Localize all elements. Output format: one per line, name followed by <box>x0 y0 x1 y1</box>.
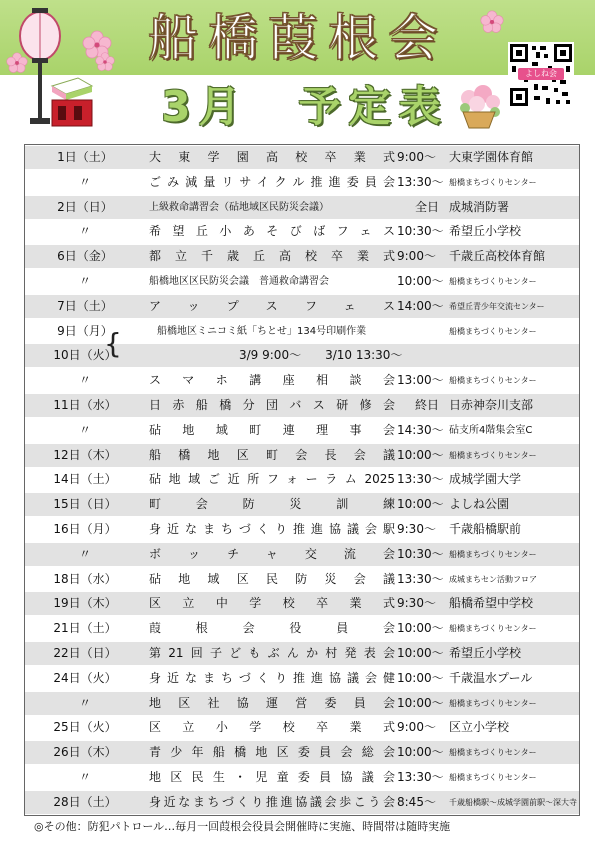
row-event: 砧地域町連理事会 <box>149 422 395 437</box>
row-date: 〃 <box>78 695 91 710</box>
row-event: 上級救命講習会（砧地域区民防災会議） <box>149 201 329 213</box>
flower-basket-icon <box>455 82 503 130</box>
row-event: 身近なまちづくり推進協議会健 <box>149 670 395 685</box>
row-place: 成城学園大学 <box>449 472 522 487</box>
header <box>0 0 595 140</box>
row-date: 2日（日） <box>57 199 113 214</box>
row-place: 船橋まちづくりセンター <box>449 773 537 782</box>
row-date: 12日（木） <box>53 447 117 462</box>
row-event: 希望丘小あそびばフェス <box>149 224 395 239</box>
row-time: 10:00～ <box>397 695 444 710</box>
row-time: 13:30～ <box>397 472 444 487</box>
row-date: 9日（月） <box>57 323 113 338</box>
row-time: 14:30～ <box>397 422 444 437</box>
row-time: 10:00～ <box>397 447 444 462</box>
row-time: 全日 <box>415 199 440 214</box>
table-row <box>25 493 579 516</box>
row-time: 9:00～ <box>397 720 436 735</box>
row-time: 10:30～ <box>397 224 444 239</box>
row-place: 船橋希望中学校 <box>449 596 534 611</box>
row-date: 〃 <box>78 224 91 239</box>
row-time: 9:00～ <box>397 249 436 264</box>
row-event: 3/9 9:00～ 3/10 13:30～ <box>239 348 403 363</box>
row-place: 大東学園体育館 <box>449 150 534 164</box>
table-row <box>25 369 579 392</box>
row-place: 希望丘小学校 <box>449 224 522 239</box>
row-date: 6日（金） <box>57 249 113 264</box>
row-date: 19日（木） <box>53 596 117 611</box>
row-place: 成城消防署 <box>449 199 510 214</box>
row-date: 〃 <box>78 174 91 189</box>
row-time: 10:00～ <box>397 670 444 685</box>
table-row <box>25 220 579 243</box>
row-event: 青少年船橋地区委員会総会 <box>149 745 395 760</box>
row-place: 希望丘小学校 <box>449 646 522 660</box>
row-event: 町会防災訓練 <box>149 497 395 512</box>
row-date: 16日（月） <box>53 522 117 536</box>
row-event: 身近なまちづくり推進協議会歩こう会 <box>149 794 395 809</box>
row-place: 区立小学校 <box>449 720 510 735</box>
table-row <box>25 394 579 417</box>
row-event: 区立小学校卒業式 <box>149 720 395 735</box>
table-row <box>25 667 579 690</box>
row-event: 区立中学校卒業式 <box>149 596 395 611</box>
row-event: 船橋地区町会長会議 <box>149 447 395 462</box>
row-time: 10:00～ <box>397 745 444 760</box>
row-time: 13:00～ <box>397 373 444 388</box>
row-place: 船橋まちづくりセンター <box>449 326 537 336</box>
row-place: 船橋まちづくりセンター <box>449 177 537 187</box>
row-time: 9:30～ <box>397 596 436 611</box>
brace-icon: { <box>104 327 122 360</box>
row-event: ごみ減量リサイクル推進委員会 <box>149 174 395 189</box>
row-place: 船橋まちづくりセンター <box>449 376 537 386</box>
row-place: 船橋まちづくりセンター <box>449 698 537 708</box>
row-time: 10:00～ <box>397 621 444 636</box>
row-time: 8:45～ <box>397 794 436 809</box>
row-place: 船橋まちづくりセンター <box>449 450 537 460</box>
row-place: 船橋まちづくりセンター <box>449 277 537 286</box>
row-date: 10日（火） <box>53 348 117 363</box>
page-subtitle: 3月 予定表 <box>161 82 449 131</box>
row-event: 船橋地区区民防災会議 普通救命講習会 <box>149 276 329 287</box>
hina-lantern-icon <box>10 8 95 133</box>
row-date: 14日（土） <box>53 472 117 487</box>
row-time: 10:00～ <box>397 497 444 512</box>
row-time: 9:00～ <box>397 150 436 164</box>
row-place: 希望丘青少年交流センター <box>449 301 545 311</box>
row-event: アップスフェス <box>149 298 395 313</box>
schedule-table <box>24 144 580 816</box>
row-place: 成城まちセン活動フロア <box>449 574 537 584</box>
row-date: 18日（水） <box>53 571 117 586</box>
row-date: 15日（日） <box>53 497 117 512</box>
row-time: 10:00～ <box>397 274 444 288</box>
table-row <box>25 568 579 591</box>
row-event: 第21回子どもぶんか村発表会 <box>149 646 395 660</box>
row-time: 13:30～ <box>397 770 444 784</box>
row-place: 千歳丘高校体育館 <box>449 249 546 264</box>
table-row <box>25 741 579 764</box>
row-date: 28日（土） <box>53 794 117 809</box>
row-date: 26日（木） <box>53 745 117 760</box>
row-place: 千歳温水プール <box>449 670 533 685</box>
row-place: 砧支所4階集会室C <box>449 424 533 436</box>
row-place: 船橋まちづくりセンター <box>449 624 537 634</box>
row-time: 14:00～ <box>397 298 444 313</box>
qr-label: よしね会 <box>518 68 564 80</box>
row-place: 船橋まちづくりセンター <box>449 549 537 559</box>
row-place: 千歳船橋駅～成城学園前駅～深大寺 <box>449 797 577 807</box>
row-event: 大東学園高校卒業式 <box>149 150 395 164</box>
row-date: 〃 <box>78 274 91 288</box>
table-row <box>25 642 579 665</box>
table-row <box>25 146 579 169</box>
row-time: 13:30～ <box>397 571 444 586</box>
row-place: 千歳船橋駅前 <box>449 522 522 536</box>
page-title: 船橋葭根会 <box>148 9 448 67</box>
table-row <box>25 791 579 814</box>
table-row <box>25 692 579 715</box>
table-row <box>25 543 579 566</box>
row-event: 地区社協運営委員会 <box>149 695 395 710</box>
row-event: 日赤船橋分団バス研修会 <box>149 398 395 412</box>
row-event: ボッチャ交流会 <box>149 546 395 561</box>
row-place: よしね公園 <box>449 497 510 512</box>
row-date: 〃 <box>78 373 91 388</box>
row-event: スマホ講座相談会 <box>149 373 395 388</box>
table-row <box>25 171 579 194</box>
table-row <box>25 444 579 467</box>
row-event: 身近なまちづくり推進協議会駅 <box>149 522 395 536</box>
row-event: 葭根会役員会 <box>149 621 395 636</box>
row-event: 砧地域ご近所フォーラム2025 <box>149 472 395 487</box>
row-date: 25日（火） <box>53 720 117 735</box>
row-event: 船橋地区ミニコミ紙「ちとせ」134号印刷作業 <box>157 325 367 337</box>
row-time: 13:30～ <box>397 174 444 189</box>
table-row <box>25 766 579 789</box>
row-place: 船橋まちづくりセンター <box>449 748 537 758</box>
row-time: 10:00～ <box>397 646 444 660</box>
table-row <box>25 592 579 615</box>
row-event: 都立千歳丘高校卒業式 <box>149 249 395 264</box>
row-place: 日赤神奈川支部 <box>449 398 534 412</box>
table-row <box>25 419 579 442</box>
table-row <box>25 518 579 541</box>
row-time: 10:30～ <box>397 546 444 561</box>
row-date: 21日（土） <box>53 621 117 636</box>
table-row <box>25 468 579 491</box>
row-date: 〃 <box>78 770 91 784</box>
table-row <box>25 196 579 219</box>
row-date: 7日（土） <box>57 298 113 313</box>
table-row <box>25 716 579 739</box>
row-date: 11日（水） <box>53 398 117 412</box>
row-event: 砧地域区民防災会議 <box>149 571 395 586</box>
row-date: 〃 <box>78 422 91 437</box>
table-row <box>25 245 579 268</box>
row-date: 24日（火） <box>53 670 117 685</box>
row-date: 22日（日） <box>53 646 117 660</box>
row-date: 〃 <box>78 546 91 561</box>
footer-note: ◎その他：防犯パトロール…毎月一回葭根会役員会開催時に実施、時間帯は随時実施 <box>34 820 451 833</box>
row-time: 9:30～ <box>397 522 436 536</box>
table-row <box>25 295 579 318</box>
row-date: 1日（土） <box>57 150 113 164</box>
row-time: 終日 <box>415 398 440 412</box>
table-row <box>25 270 579 293</box>
table-row <box>25 617 579 640</box>
row-event: 地区民生・児童委員協議会 <box>149 770 395 784</box>
